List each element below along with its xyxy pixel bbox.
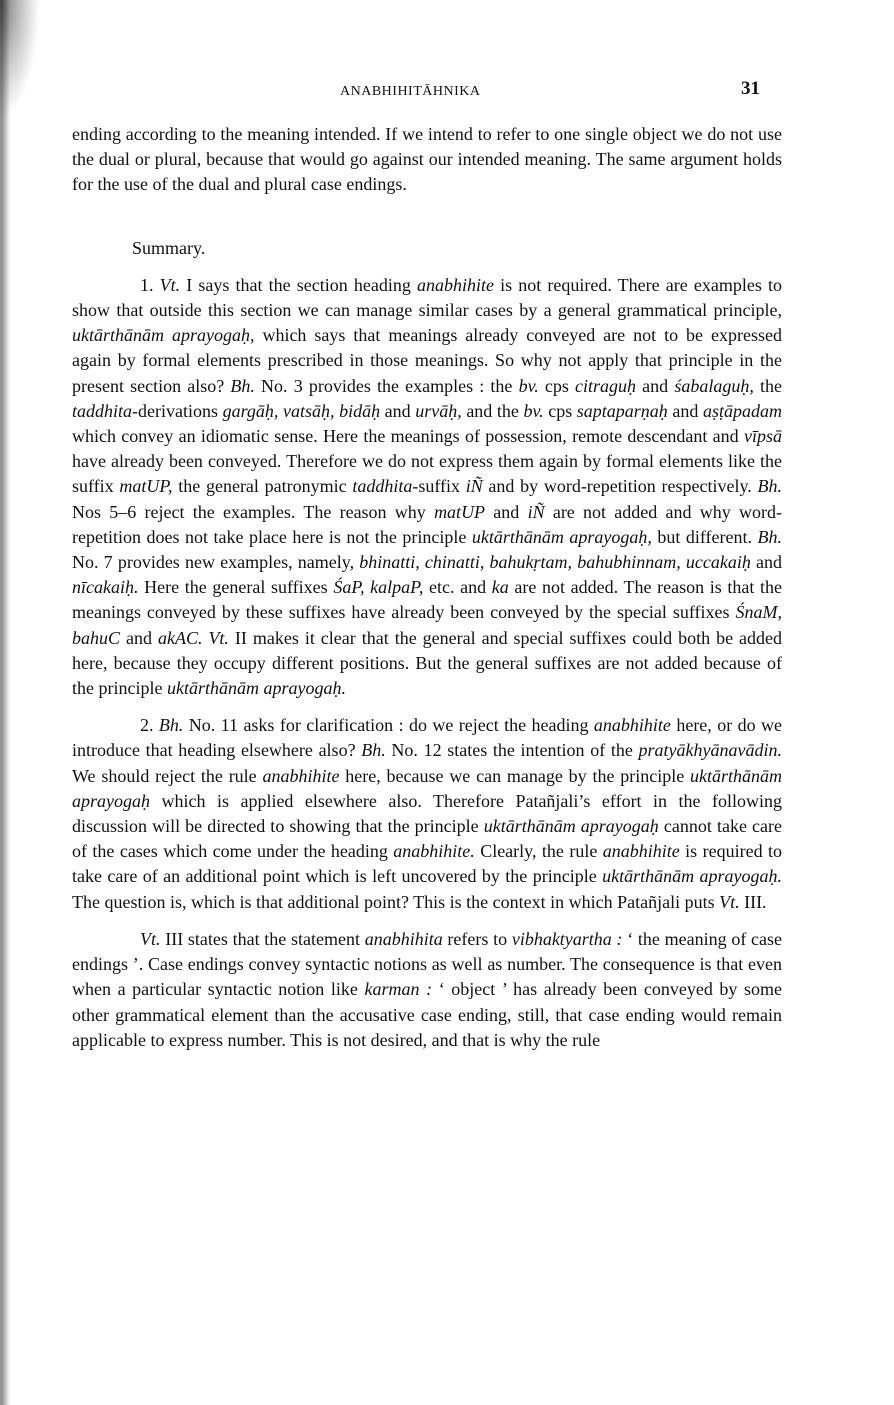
text-run: III states that the statement <box>160 928 365 949</box>
summary-heading: Summary. <box>132 237 206 258</box>
italic-term: Bh. <box>757 476 782 497</box>
italic-term: Vt. <box>140 928 161 949</box>
italic-term: iÑ <box>465 476 483 497</box>
text-run: No. 11 asks for clarification : do we reject the heading <box>183 715 594 736</box>
italic-term: śabalaguḥ, <box>674 375 754 396</box>
italic-term: taddhita <box>72 400 133 421</box>
italic-term: urvāḥ, <box>415 400 462 421</box>
italic-term: ŚaP, kalpaP, <box>333 577 424 598</box>
text-run: which says that meanings already conveyed are not to be expressed again by formal elements prescribed in those meanings. So why not apply that principle in the present section also? <box>72 325 782 396</box>
italic-term: bv. <box>523 400 544 421</box>
text-run: No. 3 provides the examples : the <box>254 375 519 396</box>
italic-term: gargāḥ, vatsāḥ, bidāḥ <box>222 400 381 421</box>
text-run: here, or do we introduce that heading elsewhere also? <box>72 715 782 761</box>
italic-term: iÑ <box>527 501 545 522</box>
italic-term: taddhita <box>352 476 413 497</box>
text-run: refers to <box>442 928 512 949</box>
italic-term: Vt. <box>208 627 229 648</box>
text-run: are not added. The reason is that the meanings conveyed by these suffixes have already been conveyed by the special suffixes <box>72 577 783 623</box>
italic-term: matUP <box>434 501 486 522</box>
italic-term: anabhihite. <box>393 841 475 862</box>
text-run: We should reject the rule <box>72 765 263 786</box>
paragraph-2 <box>72 713 782 915</box>
italic-term: Bh. <box>230 375 255 396</box>
text-run: No. 12 states the intention of the <box>385 740 639 761</box>
paragraph-3 <box>72 927 782 1053</box>
text-run: here, because we can manage by the principle <box>339 765 691 786</box>
text-run: and <box>120 627 158 648</box>
text-run: is not required. There are examples to show that outside this section we can manage similar cases by a general grammatical principle, <box>72 274 782 321</box>
italic-term: akAC. <box>157 627 203 648</box>
italic-term: Bh. <box>757 526 782 547</box>
italic-term: ŚnaM, bahuC <box>72 602 782 648</box>
text-run: Clearly, the rule <box>474 841 603 862</box>
italic-term: bhinatti, chinatti, bahukṛtam, bahubhinnam, uccakaiḥ <box>359 552 751 573</box>
italic-term: uktārthānām aprayogaḥ <box>483 816 659 837</box>
italic-term: karman : <box>364 979 433 1000</box>
text-run: and <box>380 400 416 421</box>
text-run: ‘ the meaning of case endings ’. Case endings convey syntactic notions as well as number. The consequence is that even when a particular syntactic notion like <box>72 928 782 1000</box>
scan-shadow-corner <box>0 0 40 120</box>
text-run: -suffix <box>412 476 466 497</box>
italic-term: uktārthānām aprayogaḥ, <box>471 526 652 547</box>
italic-term: anabhihite <box>593 715 671 736</box>
text-run: III. <box>739 891 767 912</box>
italic-term: uktārthānām aprayogaḥ. <box>166 678 346 699</box>
text-run: Here the general suffixes <box>138 577 334 598</box>
text-run: cps <box>543 400 577 421</box>
paragraph-continued <box>72 122 782 198</box>
text-run: have already been conveyed. Therefore we do not express them again by formal elements like the suffix <box>72 451 782 497</box>
text-run: 2. <box>140 715 159 736</box>
italic-term: Bh. <box>158 715 184 736</box>
paragraph-1 <box>72 273 782 701</box>
italic-term: bv. <box>518 375 539 396</box>
text-run: ‘ object ’ has already been conveyed by some other grammatical element than the accusative case ending, still, that case ending would remain applicable to express number. This is not desired, and that is why the rule <box>72 979 783 1050</box>
text-run: but different. <box>651 526 758 547</box>
text-run: and <box>667 400 703 421</box>
text-run: etc. and <box>423 577 492 598</box>
text-run: the general patronymic <box>172 476 353 497</box>
text-run: and the <box>461 400 524 421</box>
italic-term: anabhihite <box>417 274 494 295</box>
page-number: 31 <box>741 78 760 99</box>
text-run: -derivations <box>132 400 223 421</box>
text-run: cps <box>538 375 576 396</box>
italic-term: Bh. <box>361 740 386 761</box>
running-title: ANABHIHITĀHNIKA <box>340 84 481 99</box>
italic-term: uktārthānām aprayogaḥ <box>72 765 783 811</box>
text-run: which convey an idiomatic sense. Here the meanings of possession, remote descendant and <box>72 426 744 447</box>
italic-term: pratyākhyānavādin. <box>638 740 782 761</box>
text-run: ending according to the meaning intended. If we intend to refer to one single object we do not use the dual or plural, because that would go against our intended meaning. The same argument holds for the use of the dual and plural case endings. <box>72 124 782 195</box>
text-run: the <box>753 375 782 396</box>
text-run: I says that the section heading <box>180 274 417 295</box>
italic-term: uktārthānām aprayogaḥ, <box>72 325 255 346</box>
italic-term: ka <box>491 577 509 598</box>
text-run: and <box>485 501 528 522</box>
text-run: and by word-repetition respectively. <box>482 476 758 497</box>
italic-term: saptaparṇaḥ <box>576 400 668 421</box>
text-run: The question is, which is that additional point? This is the context in which Patañjali puts <box>72 891 720 912</box>
italic-term: vīpsā <box>744 426 782 447</box>
scan-shadow-edge <box>0 0 10 1405</box>
body-text <box>72 122 782 1053</box>
text-run: is required to take care of an additional point which is left uncovered by the principle <box>72 841 782 887</box>
italic-term: anabhihite <box>602 841 680 862</box>
text-run: and <box>636 375 675 396</box>
italic-term: Vt. <box>719 891 740 912</box>
italic-term: anabhihite <box>262 765 340 786</box>
italic-term: anabhihita <box>364 928 443 949</box>
text-run: and <box>750 552 782 573</box>
italic-term: nīcakaiḥ. <box>72 577 139 598</box>
italic-term: vibhaktyartha : <box>511 928 623 949</box>
text-run: are not added and why word-repetition does not take place here is not the principle <box>72 501 782 547</box>
italic-term: Vt. <box>159 274 181 295</box>
italic-term: citraguḥ <box>575 375 637 396</box>
text-run: Nos 5–6 reject the examples. The reason why <box>72 501 435 522</box>
italic-term: matUP, <box>119 476 173 497</box>
italic-term: aṣṭāpadam <box>702 400 782 421</box>
text-run: which is applied elsewhere also. Therefore Patañjali’s effort in the following discussion will be directed to showing that the principle <box>72 790 782 837</box>
text-run: cannot take care of the cases which come under the heading <box>72 816 782 862</box>
italic-term: uktārthānām aprayogaḥ. <box>602 866 782 887</box>
text-run: 1. <box>140 274 160 295</box>
text-run: II makes it clear that the general and special suffixes could both be added here, because they occupy different positions. But the general suffixes are not added because of the principle <box>72 627 783 699</box>
text-run: No. 7 provides new examples, namely, <box>72 552 360 573</box>
